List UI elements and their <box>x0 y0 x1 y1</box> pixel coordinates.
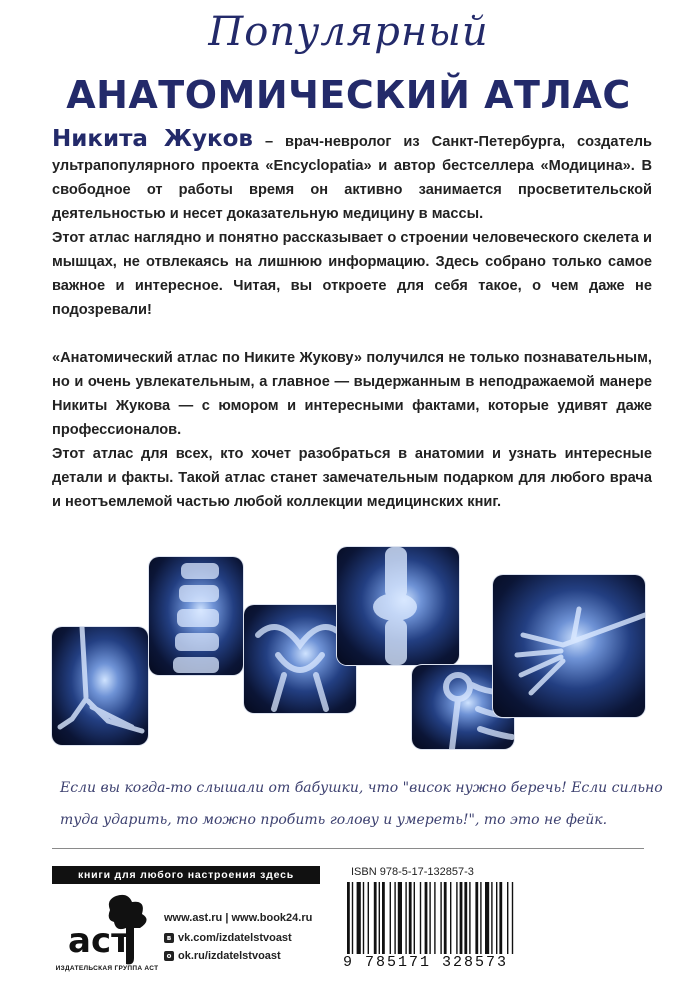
barcode-icon <box>343 882 625 954</box>
handwritten-quote: Если вы когда-то слышали от бабушки, что "висок нужно беречь! Если сильно туда ударить, то можно пробить голову и умереть!", то это не фейк. <box>60 780 663 828</box>
xray-collage <box>0 545 697 755</box>
series-title: Популярный <box>208 9 489 55</box>
description-paragraph-4: Этот атлас для всех, кто хочет разобраться в анатомии и узнать интересные детали и факты. Такой атлас станет замечательным подарком для любого врача и неотъемлемой частью любой коллекции медицинских книг. <box>52 446 652 510</box>
description-paragraph-3: «Анатомический атлас по Никите Жукову» получился не только познавательным, но и очень увлекательным, а главное — выдержанным в неподражаемой манере Никиты Жукова — с юмором и интересными фактами, которые удивят даже профессионалов. <box>52 350 652 438</box>
book-description <box>52 127 652 514</box>
barcode-digits: 9 785171 328573 <box>343 954 509 971</box>
ok-icon: о <box>164 951 174 961</box>
ok-link[interactable] <box>164 950 281 962</box>
description-paragraph-2: Этот атлас наглядно и понятно рассказывает о строении человеческого скелета и мышцах, не отвлекаясь на лишнюю информацию. Здесь собрано только самое важное и интересное. Читая, вы откроете для себя такое, о чем даже не подозревали! <box>52 230 652 318</box>
logo-text: аст <box>68 921 131 961</box>
vk-link[interactable] <box>164 932 292 944</box>
publisher-name: ИЗДАТЕЛЬСКАЯ ГРУППА АСТ <box>55 965 159 972</box>
tagline-banner: книги для любого настроения здесь <box>52 866 320 884</box>
spine-xray-icon <box>149 557 243 675</box>
vk-link-text: vk.com/izdatelstvoast <box>178 932 292 944</box>
isbn: ISBN 978-5-17-132857-3 <box>351 866 474 878</box>
foot-xray-icon <box>52 627 148 745</box>
author-paragraph <box>52 127 652 226</box>
ok-link-text: ok.ru/izdatelstvoast <box>178 950 281 962</box>
ast-logo <box>58 892 158 972</box>
publisher-sites[interactable]: www.ast.ru | www.book24.ru <box>164 912 313 924</box>
footer-divider <box>52 848 644 849</box>
book-title: АНАТОМИЧЕСКИЙ АТЛАС <box>66 73 631 117</box>
hand-xray-icon <box>493 575 645 717</box>
author-name: Никита Жуков <box>52 126 253 152</box>
vk-icon: в <box>164 933 174 943</box>
knee-xray-icon <box>337 547 459 665</box>
author-bio: – врач-невролог из Санкт-Петербурга, создатель ультрапопулярного проекта «Encyclopatia» и автор бестселлера «Модицина». В свободное от работы время он активно занимается просветительской деятельностью и несет доказательную медицину в массы. <box>52 134 652 222</box>
